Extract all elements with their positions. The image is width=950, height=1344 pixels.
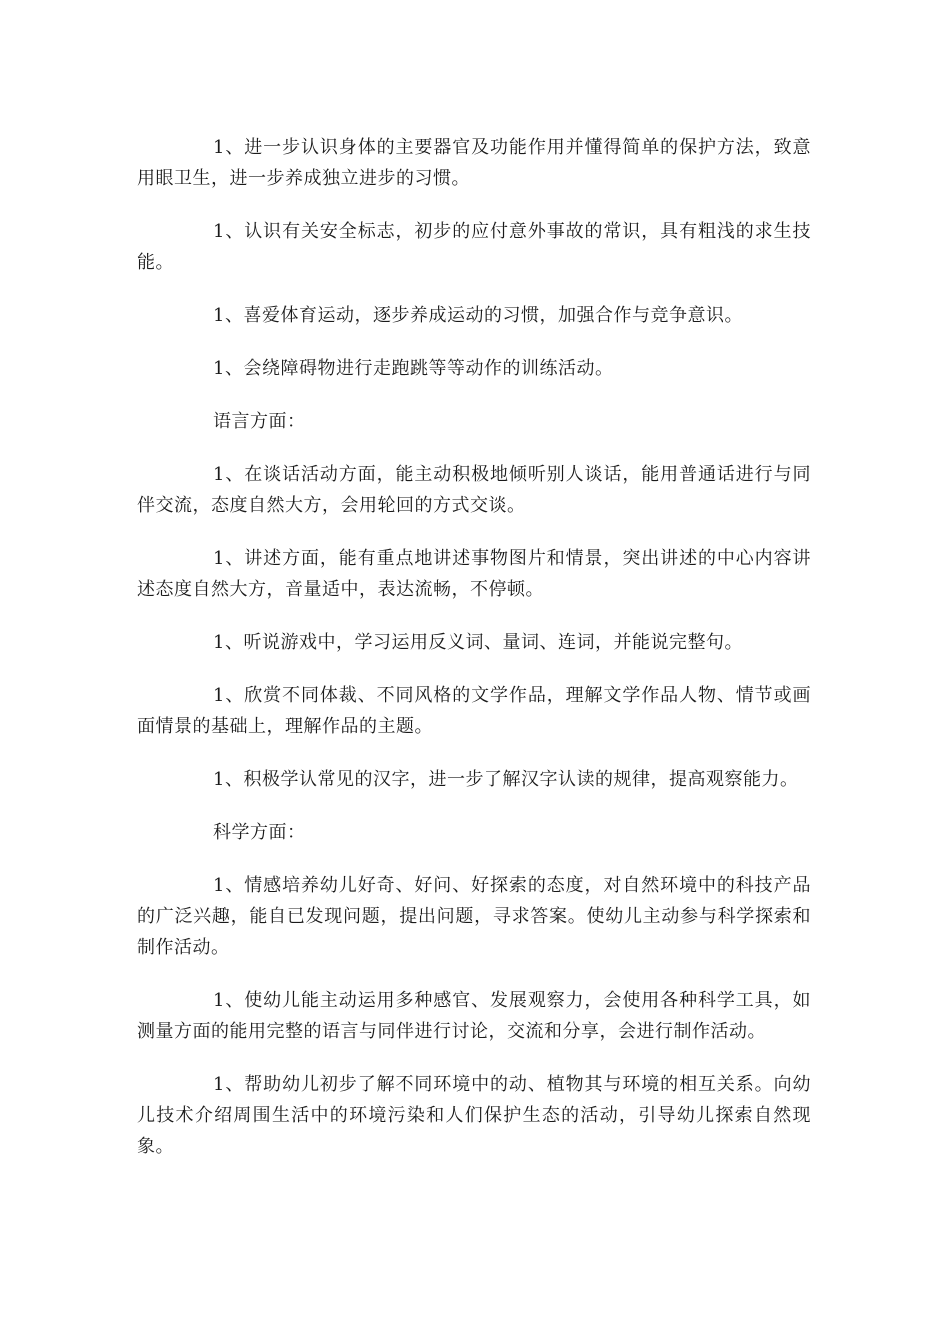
paragraph-language-4: 1、欣赏不同体裁、不同风格的文学作品，理解文学作品人物、情节或画面情景的基础上，理解作品的主题。 <box>137 685 811 737</box>
section-heading-language: 语言方面： <box>213 411 306 432</box>
paragraph-health-4: 1、会绕障碍物进行走跑跳等等动作的训练活动。 <box>213 358 614 379</box>
paragraph-science-1: 1、情感培养幼儿好奇、好问、好探索的态度，对自然环境中的科技产品的广泛兴趣，能自已发现问题，提出问题，寻求答案。使幼儿主动参与科学探索和制作活动。 <box>137 875 811 958</box>
paragraph-science-2: 1、使幼儿能主动运用多种感官、发展观察力，会使用各种科学工具，如测量方面的能用完整的语言与同伴进行讨论，交流和分享，会进行制作活动。 <box>137 990 811 1042</box>
paragraph-language-3: 1、听说游戏中，学习运用反义词、量词、连词，并能说完整句。 <box>213 632 743 653</box>
paragraph-language-1: 1、在谈话活动方面，能主动积极地倾听别人谈话，能用普通话进行与同伴交流，态度自然大方，会用轮回的方式交谈。 <box>137 464 811 516</box>
paragraph-language-2: 1、讲述方面，能有重点地讲述事物图片和情景，突出讲述的中心内容讲述态度自然大方，音量适中，表达流畅，不停顿。 <box>137 548 811 600</box>
paragraph-health-3: 1、喜爱体育运动，逐步养成运动的习惯，加强合作与竞争意识。 <box>213 305 743 326</box>
document-body <box>137 132 811 1184</box>
section-heading-science: 科学方面： <box>213 822 306 843</box>
paragraph-science-3: 1、帮助幼儿初步了解不同环境中的动、植物其与环境的相互关系。向幼儿技术介绍周围生活中的环境污染和人们保护生态的活动，引导幼儿探索自然现象。 <box>137 1074 811 1157</box>
paragraph-language-5: 1、积极学认常见的汉字，进一步了解汉字认读的规律，提高观察能力。 <box>213 769 799 790</box>
paragraph-health-1: 1、进一步认识身体的主要器官及功能作用并懂得简单的保护方法，致意用眼卫生，进一步养成独立进步的习惯。 <box>137 137 811 189</box>
paragraph-health-2: 1、认识有关安全标志，初步的应付意外事故的常识，具有粗浅的求生技能。 <box>137 221 811 273</box>
